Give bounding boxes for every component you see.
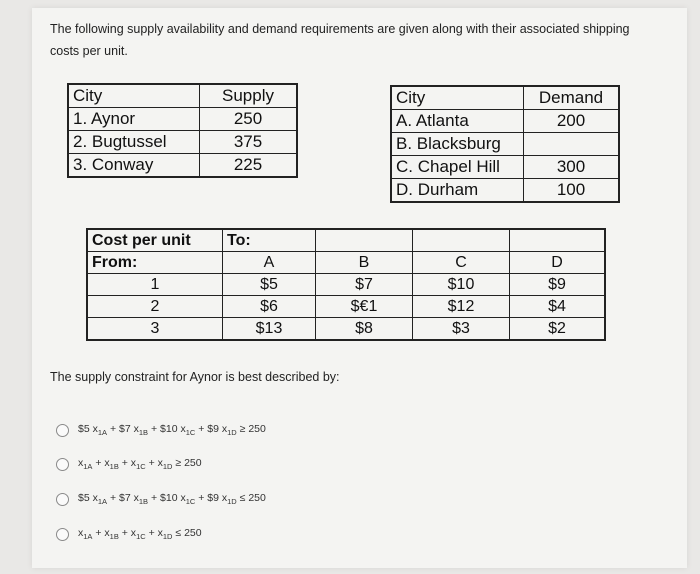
- city-cell: C. Chapel Hill: [391, 156, 524, 179]
- row-label: 1: [87, 274, 223, 296]
- radio-button[interactable]: [56, 493, 69, 506]
- table-row: [391, 110, 619, 133]
- cost-cell: $5: [223, 274, 316, 296]
- header-demand: Demand: [524, 86, 620, 110]
- column-header: B: [316, 252, 413, 274]
- demand-cell: 200: [524, 110, 620, 133]
- table-row: [391, 156, 619, 179]
- table-header-row: [87, 229, 605, 252]
- corner-label-cost: Cost per unit: [87, 229, 223, 252]
- subscript: 1D: [162, 462, 173, 472]
- cost-table: [86, 228, 606, 341]
- header-blank: [413, 229, 510, 252]
- subscript: 1C: [185, 497, 196, 507]
- table-row: [87, 274, 605, 296]
- demand-cell: 300: [524, 156, 620, 179]
- option-expression: $5 $x_{1A}$ + $7 $x_{1B}$ + $10 $x_{1C}$ + $9 $x_{1D} \le 250$: [78, 492, 266, 507]
- radio-button[interactable]: [56, 528, 69, 541]
- cost-cell: $13: [223, 318, 316, 341]
- demand-cell: [524, 133, 620, 156]
- cost-cell: $10: [413, 274, 510, 296]
- option-expression: $5 $x_{1A}$ + $7 $x_{1B}$ + $10 $x_{1C}$ + $9 $x_{1D} \ge 250$: [78, 423, 266, 438]
- table-row: [68, 154, 297, 178]
- city-cell: B. Blacksburg: [391, 133, 524, 156]
- row-label: 3: [87, 318, 223, 341]
- subscript: 1D: [227, 428, 237, 438]
- radio-button[interactable]: [56, 458, 69, 471]
- subscript: 1A: [97, 497, 108, 507]
- subscript: 1C: [185, 428, 196, 438]
- header-city: City: [68, 84, 200, 108]
- subscript: 1B: [138, 497, 149, 507]
- question-text: The supply constraint for Aynor is best described by:: [50, 370, 340, 384]
- column-header: A: [223, 252, 316, 274]
- table-row: [87, 296, 605, 318]
- subscript: 1B: [109, 462, 119, 472]
- cost-cell: $7: [316, 274, 413, 296]
- demand-table: [390, 85, 620, 203]
- option-expression: $x_{1A} + x_{1B} + x_{1C} + x_{1D} \ge 250$: [78, 457, 202, 472]
- answer-option-3[interactable]: [56, 492, 266, 506]
- supply-cell: 375: [200, 131, 298, 154]
- header-city: City: [391, 86, 524, 110]
- city-cell: 3. Conway: [68, 154, 200, 178]
- subscript: 1A: [97, 428, 108, 438]
- column-header: D: [510, 252, 606, 274]
- cost-cell: $9: [510, 274, 606, 296]
- header-supply: Supply: [200, 84, 298, 108]
- subscript: 1D: [162, 532, 173, 542]
- table-row: [391, 179, 619, 203]
- subscript: 1C: [136, 532, 146, 542]
- subscript: 1C: [136, 462, 146, 472]
- table-row: [391, 133, 619, 156]
- header-blank: [510, 229, 606, 252]
- city-cell: D. Durham: [391, 179, 524, 203]
- supply-cell: 250: [200, 108, 298, 131]
- city-cell: A. Atlanta: [391, 110, 524, 133]
- row-label: 2: [87, 296, 223, 318]
- table-header-row: [391, 86, 619, 110]
- intro-text: The following supply availability and demand requirements are given along with their associated shipping costs per unit.: [50, 22, 630, 58]
- cost-cell: $6: [223, 296, 316, 318]
- radio-button[interactable]: [56, 424, 69, 437]
- subscript: 1A: [83, 532, 93, 542]
- to-label: To:: [223, 229, 316, 252]
- subscript: 1B: [109, 532, 119, 542]
- table-row: [68, 108, 297, 131]
- answer-option-2[interactable]: [56, 457, 202, 471]
- option-expression: $x_{1A} + x_{1B} + x_{1C} + x_{1D} \le 250$: [78, 527, 202, 542]
- answer-option-4[interactable]: [56, 527, 202, 541]
- cost-cell: $12: [413, 296, 510, 318]
- cost-cell: $4: [510, 296, 606, 318]
- table-header-row: [87, 252, 605, 274]
- cost-cell: $8: [316, 318, 413, 341]
- subscript: 1A: [83, 462, 93, 472]
- header-blank: [316, 229, 413, 252]
- cost-cell: $2: [510, 318, 606, 341]
- city-cell: 2. Bugtussel: [68, 131, 200, 154]
- table-header-row: [68, 84, 297, 108]
- table-row: [87, 318, 605, 341]
- demand-cell: 100: [524, 179, 620, 203]
- answer-option-1[interactable]: [56, 423, 266, 437]
- cost-cell: $€1: [316, 296, 413, 318]
- subscript: 1B: [138, 428, 149, 438]
- subscript: 1D: [227, 497, 237, 507]
- city-cell: 1. Aynor: [68, 108, 200, 131]
- table-row: [68, 131, 297, 154]
- supply-cell: 225: [200, 154, 298, 178]
- column-header: C: [413, 252, 510, 274]
- cost-cell: $3: [413, 318, 510, 341]
- corner-label-from: From:: [87, 252, 223, 274]
- supply-table: [67, 83, 298, 178]
